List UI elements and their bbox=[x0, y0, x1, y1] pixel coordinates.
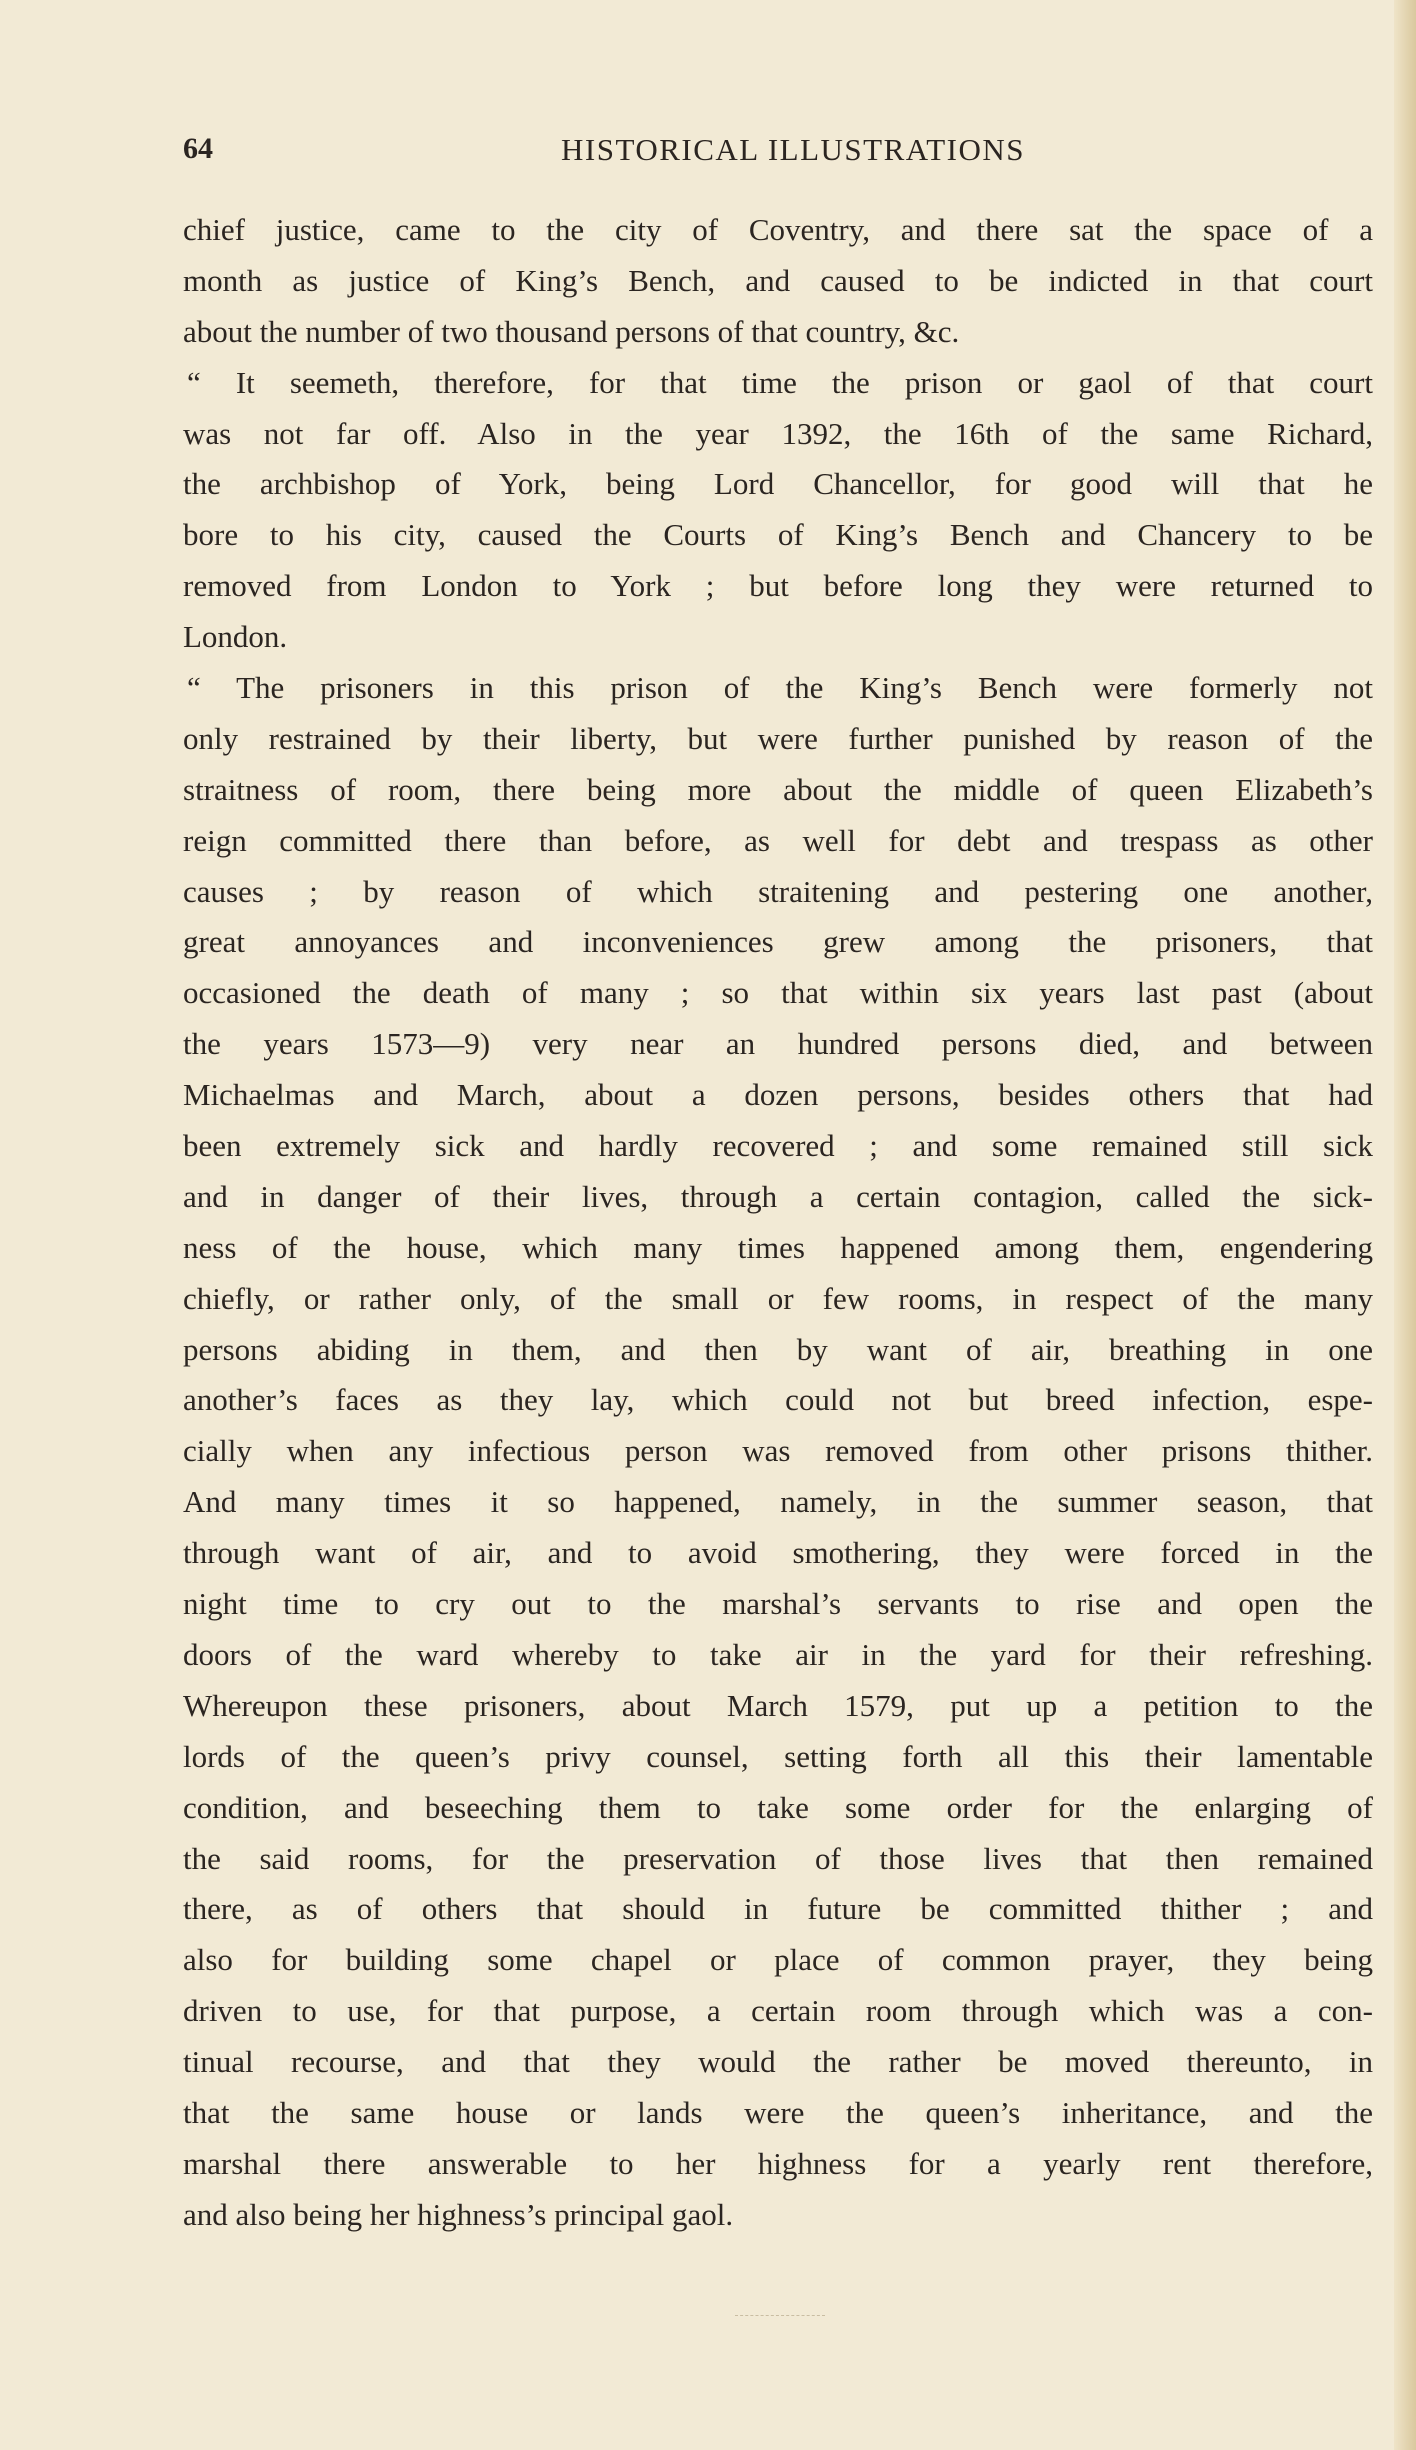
running-title: HISTORICAL ILLUSTRATIONS bbox=[561, 132, 1025, 167]
text-line: tinual recourse, and that they would the rather be moved thereunto, in bbox=[183, 2044, 1373, 2080]
text-line: straitness of room, there being more about the middle of queen Elizabeth’s bbox=[183, 771, 1373, 807]
text-line: only restrained by their liberty, but were further punished by reason of the bbox=[183, 720, 1373, 756]
text-line: London. bbox=[183, 619, 288, 655]
text-line: about the number of two thousand persons of that country, &c. bbox=[183, 313, 960, 349]
text-line: removed from London to York ; but before long they were returned to bbox=[183, 568, 1373, 604]
text-line: “ The prisoners in this prison of the King’s Bench were formerly not bbox=[187, 670, 1373, 706]
text-line: Whereupon these prisoners, about March 1579, put up a petition to the bbox=[183, 1687, 1373, 1723]
text-line: also for building some chapel or place of common prayer, they being bbox=[183, 1942, 1373, 1978]
text-line: occasioned the death of many ; so that within six years last past (about bbox=[183, 975, 1373, 1011]
text-line: chiefly, or rather only, of the small or few rooms, in respect of the many bbox=[183, 1280, 1373, 1316]
text-line: cially when any infectious person was removed from other prisons thither. bbox=[183, 1433, 1373, 1469]
text-line: “ It seemeth, therefore, for that time the prison or gaol of that court bbox=[187, 364, 1373, 400]
body-text bbox=[183, 205, 1373, 2241]
text-line: night time to cry out to the marshal’s servants to rise and open the bbox=[183, 1586, 1373, 1622]
page-header bbox=[183, 132, 1373, 176]
text-line: and also being her highness’s principal gaol. bbox=[183, 2196, 734, 2232]
text-line: was not far off. Also in the year 1392, the 16th of the same Richard, bbox=[183, 415, 1373, 451]
text-line: lords of the queen’s privy counsel, setting forth all this their lamentable bbox=[183, 1738, 1373, 1774]
faint-rule bbox=[735, 2315, 825, 2316]
text-line: causes ; by reason of which straitening and pestering one another, bbox=[183, 873, 1373, 909]
text-line: persons abiding in them, and then by want of air, breathing in one bbox=[183, 1331, 1373, 1367]
text-line: bore to his city, caused the Courts of King’s Bench and Chancery to be bbox=[183, 517, 1373, 553]
text-line: the said rooms, for the preservation of those lives that then remained bbox=[183, 1840, 1373, 1876]
text-line: that the same house or lands were the queen’s inheritance, and the bbox=[183, 2094, 1373, 2130]
text-line: the years 1573—9) very near an hundred persons died, and between bbox=[183, 1026, 1373, 1062]
text-line: driven to use, for that purpose, a certain room through which was a con- bbox=[183, 1993, 1373, 2029]
text-line: chief justice, came to the city of Coventry, and there sat the space of a bbox=[183, 212, 1373, 247]
text-line: the archbishop of York, being Lord Chancellor, for good will that he bbox=[183, 466, 1373, 502]
text-line: been extremely sick and hardly recovered ; and some remained still sick bbox=[183, 1128, 1373, 1164]
text-line: another’s faces as they lay, which could not but breed infection, espe- bbox=[183, 1382, 1373, 1418]
text-line: month as justice of King’s Bench, and caused to be indicted in that court bbox=[183, 262, 1373, 298]
text-line: doors of the ward whereby to take air in the yard for their refreshing. bbox=[183, 1636, 1373, 1672]
page-edge bbox=[1394, 0, 1416, 2450]
text-line: there, as of others that should in future be committed thither ; and bbox=[183, 1891, 1373, 1927]
text-line: great annoyances and inconveniences grew among the prisoners, that bbox=[183, 924, 1373, 960]
text-line: marshal there answerable to her highness for a yearly rent therefore, bbox=[183, 2145, 1373, 2181]
text-line: And many times it so happened, namely, in the summer season, that bbox=[183, 1484, 1373, 1520]
text-line: and in danger of their lives, through a certain contagion, called the sick- bbox=[183, 1178, 1373, 1214]
text-line: ness of the house, which many times happened among them, engendering bbox=[183, 1229, 1373, 1265]
page-number: 64 bbox=[183, 132, 213, 165]
text-line: through want of air, and to avoid smothering, they were forced in the bbox=[183, 1535, 1373, 1571]
text-line: condition, and beseeching them to take some order for the enlarging of bbox=[183, 1789, 1373, 1825]
text-line: reign committed there than before, as well for debt and trespass as other bbox=[183, 822, 1373, 858]
text-line: Michaelmas and March, about a dozen persons, besides others that had bbox=[183, 1077, 1373, 1113]
